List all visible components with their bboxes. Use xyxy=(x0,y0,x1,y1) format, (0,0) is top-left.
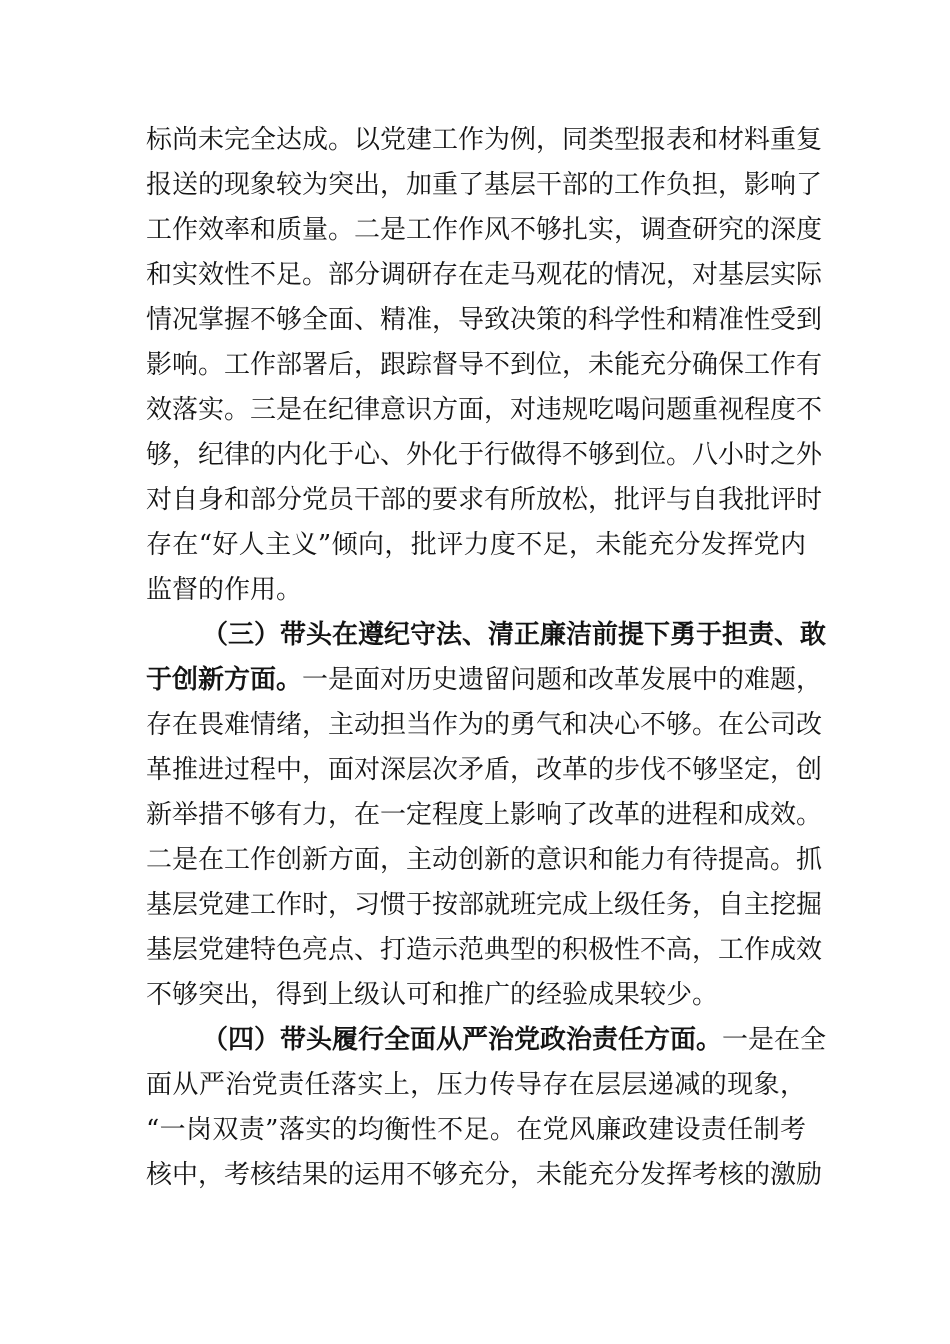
section-heading-four: （四）带头履行全面从严治党政治责任方面。 xyxy=(202,1025,723,1055)
line-text: 革推进过程中，面对深层次矛盾，改革的步伐不够坚定，创 xyxy=(146,755,823,785)
text-line xyxy=(146,1108,806,1153)
text-line xyxy=(146,838,823,883)
section-heading-line xyxy=(146,1018,827,1063)
line-text: 和实效性不足。部分调研存在走马观花的情况，对基层实际 xyxy=(146,260,823,290)
section-heading-three: （三）带头在遵纪守法、清正廉洁前提下勇于担责、敢 xyxy=(202,620,827,650)
text-line xyxy=(146,703,823,748)
line-text: 对自身和部分党员干部的要求有所放松，批评与自我批评时 xyxy=(146,485,823,515)
line-text: 存在畏难情绪，主动担当作为的勇气和决心不够。在公司改 xyxy=(146,710,823,740)
line-text: “一岗双责”落实的均衡性不足。在党风廉政建设责任制考 xyxy=(146,1115,806,1145)
line-text: 二是在工作创新方面，主动创新的意识和能力有待提高。抓 xyxy=(146,845,823,875)
line-text: 报送的现象较为突出，加重了基层干部的工作负担，影响了 xyxy=(146,170,823,200)
text-line xyxy=(146,973,806,1018)
text-line xyxy=(146,163,823,208)
text-line xyxy=(146,253,823,298)
text-line xyxy=(146,1153,823,1198)
text-line xyxy=(146,748,823,793)
text-line xyxy=(146,388,823,433)
line-text: 基层党建特色亮点、打造示范典型的积极性不高，工作成效 xyxy=(146,935,823,965)
body-text xyxy=(146,118,827,1198)
text-line xyxy=(146,1063,806,1108)
text-line xyxy=(146,658,823,703)
section-heading-line xyxy=(146,613,827,658)
line-text: 不够突出，得到上级认可和推广的经验成果较少。 xyxy=(146,980,719,1010)
text-line xyxy=(146,433,823,478)
line-text: 新举措不够有力，在一定程度上影响了改革的进程和成效。 xyxy=(146,800,823,830)
text-line xyxy=(146,118,823,163)
line-text: 一是面对历史遗留问题和改革发展中的难题， xyxy=(302,665,823,695)
text-line xyxy=(146,568,806,613)
text-line xyxy=(146,343,823,388)
line-text: 够，纪律的内化于心、外化于行做得不够到位。八小时之外 xyxy=(146,440,823,470)
text-line xyxy=(146,208,823,253)
text-line xyxy=(146,478,823,523)
line-text: 情况掌握不够全面、精准，导致决策的科学性和精准性受到 xyxy=(146,305,823,335)
section-heading-three-end: 于创新方面。 xyxy=(146,665,303,695)
line-text: 监督的作用。 xyxy=(146,575,303,605)
line-text: 核中，考核结果的运用不够充分，未能充分发挥考核的激励 xyxy=(146,1160,823,1190)
text-line xyxy=(146,298,823,343)
line-text: 一是在全 xyxy=(722,1025,827,1055)
text-line xyxy=(146,883,823,928)
text-line xyxy=(146,928,823,973)
text-line xyxy=(146,523,806,568)
line-text: 基层党建工作时，习惯于按部就班完成上级任务，自主挖掘 xyxy=(146,890,823,920)
line-text: 标尚未完全达成。以党建工作为例，同类型报表和材料重复 xyxy=(146,125,823,155)
line-text: 工作效率和质量。二是工作作风不够扎实，调查研究的深度 xyxy=(146,215,823,245)
line-text: 存在“好人主义”倾向，批评力度不足，未能充分发挥党内 xyxy=(146,530,806,560)
line-text: 效落实。三是在纪律意识方面，对违规吃喝问题重视程度不 xyxy=(146,395,823,425)
line-text: 影响。工作部署后，跟踪督导不到位，未能充分确保工作有 xyxy=(146,350,823,380)
text-line xyxy=(146,793,823,838)
line-text: 面从严治党责任落实上，压力传导存在层层递减的现象， xyxy=(146,1070,806,1100)
